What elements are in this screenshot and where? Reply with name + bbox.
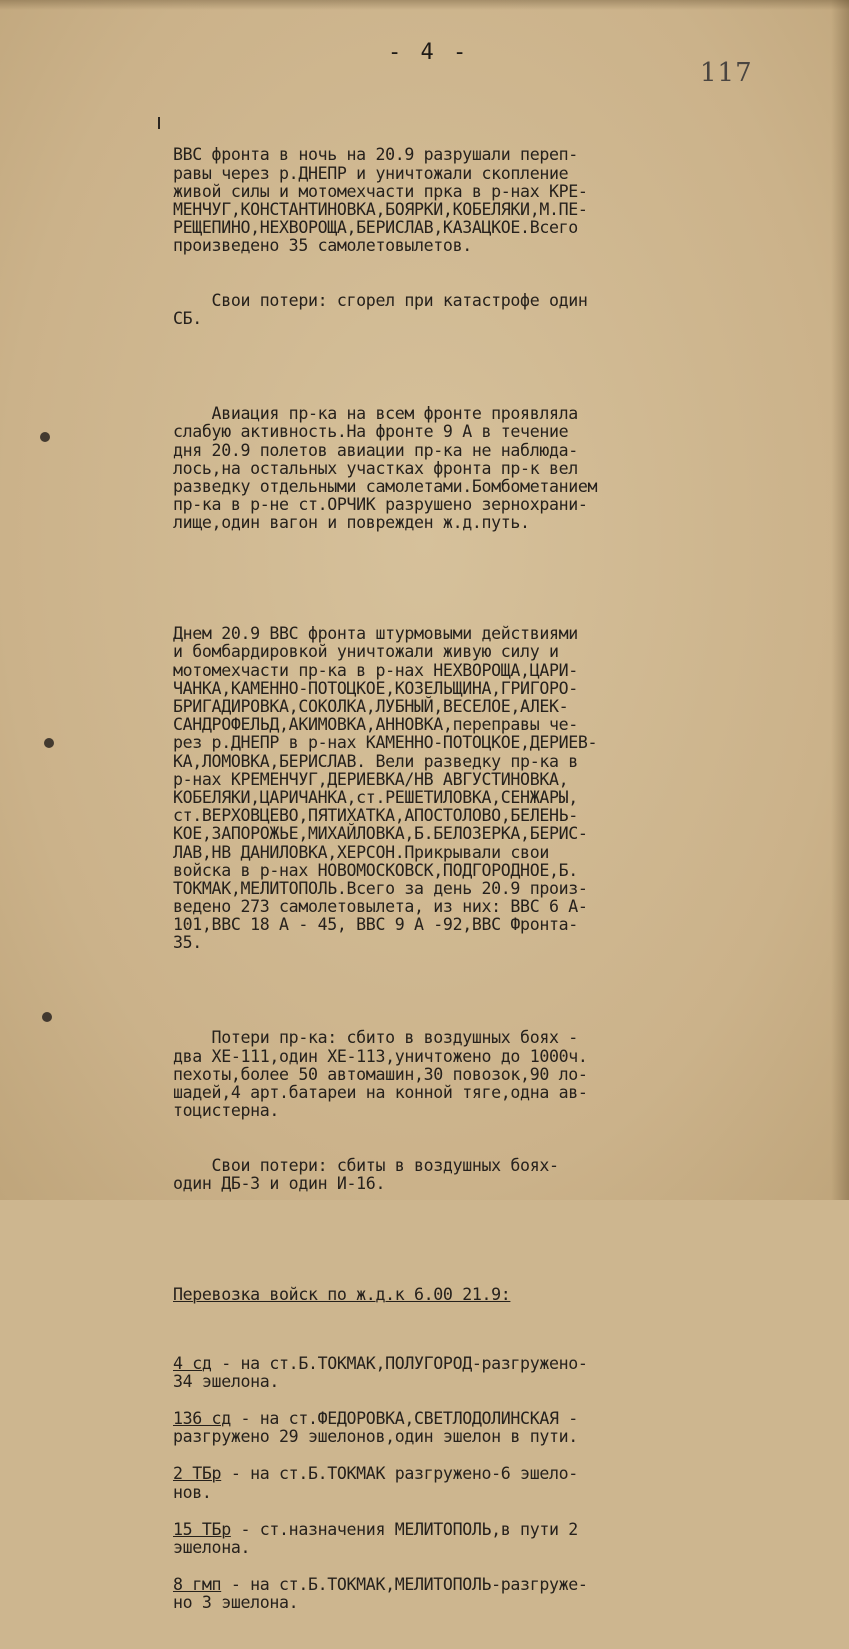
text-line: тоцистерна. (173, 1101, 280, 1121)
unit-designation: 4 сд (173, 1353, 212, 1373)
paragraph-enemy-losses (173, 1029, 673, 1120)
text-line: МЕНЧУГ,КОНСТАНТИНОВКА,БОЯРКИ,КОБЕЛЯКИ,М.ПЕ- (173, 199, 588, 219)
text-line: ТОКМАК,МЕЛИТОПОЛЬ.Всего за день 20.9 произ- (173, 878, 588, 898)
page-top-shadow (0, 0, 849, 10)
text-line: живой силы и мотомехчасти прка в р-нах КРЕ- (173, 181, 588, 201)
text-line (173, 1521, 673, 1539)
text-line (173, 1428, 673, 1446)
transport-entry (173, 1355, 673, 1391)
text-line: рез р.ДНЕПР в р-нах КАМЕННО-ПОТОЦКОЕ,ДЕРИЕВ- (173, 733, 598, 753)
binding-hole (40, 432, 50, 442)
page-number: - 4 - (388, 40, 470, 65)
transport-text: нов. (173, 1482, 212, 1502)
transport-text: 34 эшелона. (173, 1371, 280, 1391)
text-line: САНДРОФЕЛЬД,АКИМОВКА,АННОВКА,переправы че- (173, 715, 578, 735)
text-line: и бомбардировкой уничтожали живую силу и (173, 642, 559, 662)
text-line: разведку отдельными самолетами.Бомбометанием (173, 476, 598, 496)
troop-transport-list (173, 1341, 673, 1613)
text-line: ЧАНКА,КАМЕННО-ПОТОЦКОЕ,КОЗЕЛЬЩИНА,ГРИГОРО- (173, 678, 578, 698)
text-line: ЛАВ,НВ ДАНИЛОВКА,ХЕРСОН.Прикрывали свои (173, 842, 549, 862)
text-line: КА,ЛОМОВКА,БЕРИСЛАВ. Вели разведку пр-ка в (173, 751, 578, 771)
text-line: 101,ВВС 18 А - 45, ВВС 9 А -92,ВВС Фронта- (173, 915, 578, 935)
transport-entry (173, 1576, 673, 1612)
text-line: шадей,4 арт.батареи на конной тяге,одна ав- (173, 1083, 588, 1102)
document-body (173, 110, 673, 1649)
transport-text: но 3 эшелона. (173, 1593, 299, 1613)
text-line: БРИГАДИРОВКА,СОКОЛКА,ЛУБНЫЙ,ВЕСЕЛОЕ,АЛЕК- (173, 697, 569, 716)
text-line: Свои потери: сбиты в воздушных боях- (173, 1155, 559, 1175)
text-line: 35. (173, 933, 202, 953)
binding-hole (44, 738, 54, 748)
paragraph-enemy-aviation (173, 405, 673, 532)
transport-entry (173, 1465, 673, 1501)
text-line: два ХЕ-111,один ХЕ-113,уничтожено до 1000ч. (173, 1046, 588, 1066)
transport-text: - на ст.Б.ТОКМАК разгружено-6 эшело- (221, 1464, 578, 1484)
paragraph-own-losses-day (173, 1157, 673, 1193)
text-line: ВВС фронта в ночь на 20.9 разрушали переп- (173, 145, 578, 165)
text-line: один ДБ-3 и один И-16. (173, 1173, 386, 1193)
transport-text: - на ст.Б.ТОКМАК,ПОЛУГОРОД-разгружено- (211, 1353, 588, 1373)
text-line (173, 1355, 673, 1373)
text-line: мотомехчасти пр-ка в р-нах НЕХВОРОЩА,ЦАРИ- (173, 660, 578, 680)
text-line: КОБЕЛЯКИ,ЦАРИЧАНКА,ст.РЕШЕТИЛОВКА,СЕНЖАРЫ, (173, 787, 578, 807)
troop-transport-heading: Перевозка войск по ж.д.к 6.00 21.9: (173, 1284, 511, 1304)
paragraph-air-force-night (173, 146, 673, 255)
text-line: РЕЩЕПИНО,НЕХВОРОЩА,БЕРИСЛАВ,КАЗАЦКОЕ.Всего (173, 218, 578, 238)
unit-designation: 15 ТБр (173, 1519, 231, 1539)
text-line (173, 1594, 673, 1612)
text-line: Свои потери: сгорел при катастрофе один (173, 290, 588, 310)
text-line: равы через р.ДНЕПР и уничтожали скопление (173, 163, 569, 183)
text-line: КОЕ,ЗАПОРОЖЬЕ,МИХАЙЛОВКА,Б.БЕЛОЗЕРКА,БЕРИС- (173, 824, 588, 844)
transport-text: разгружено 29 эшелонов,один эшелон в пути. (173, 1427, 578, 1447)
text-line (173, 1484, 673, 1502)
paragraph-own-losses-night (173, 292, 673, 328)
transport-text: - на ст.Б.ТОКМАК,МЕЛИТОПОЛЬ-разгруже- (221, 1575, 588, 1595)
transport-text: - ст.назначения МЕЛИТОПОЛЬ,в пути 2 (230, 1519, 578, 1539)
text-line: ст.ВЕРХОВЦЕВО,ПЯТИХАТКА,АПОСТОЛОВО,БЕЛЕНЬ- (173, 806, 578, 826)
text-line: СБ. (173, 309, 202, 329)
text-line: слабую активность.На фронте 9 А в течение (173, 422, 569, 442)
text-line: лище,один вагон и поврежден ж.д.путь. (173, 513, 530, 533)
transport-entry (173, 1410, 673, 1446)
transport-entry (173, 1521, 673, 1557)
text-line: пехоты,более 50 автомашин,30 повозок,90 ло- (173, 1064, 588, 1084)
page-edge-shadow (831, 0, 849, 1200)
binding-hole (42, 1012, 52, 1022)
unit-designation: 8 гмп (173, 1575, 222, 1595)
transport-text: - на ст.ФЕДОРОВКА,СВЕТЛОДОЛИНСКАЯ - (230, 1408, 578, 1428)
paragraph-air-force-day (173, 625, 673, 952)
text-line: р-нах КРЕМЕНЧУГ,ДЕРИЕВКА/НВ АВГУСТИНОВКА, (173, 769, 569, 789)
text-line: пр-ка в р-не ст.ОРЧИК разрушено зернохрани- (173, 495, 588, 515)
unit-designation: 2 ТБр (173, 1464, 222, 1484)
text-line: Потери пр-ка: сбито в воздушных боях - (173, 1028, 578, 1048)
unit-designation: 136 сд (173, 1408, 231, 1428)
text-line (173, 1576, 673, 1594)
text-line (173, 1410, 673, 1428)
text-line: Днем 20.9 ВВС фронта штурмовыми действиями (173, 624, 578, 644)
transport-text: эшелона. (173, 1537, 251, 1557)
archive-folio-number: 117 (700, 58, 753, 88)
text-line: Авиация пр-ка на всем фронте проявляла (173, 404, 578, 424)
text-line: войска в р-нах НОВОМОСКОВСК,ПОДГОРОДНОЕ,Б. (173, 860, 578, 880)
text-line (173, 1373, 673, 1391)
text-line: лось,на остальных участках фронта пр-к вел (173, 458, 578, 478)
margin-mark (158, 117, 160, 129)
text-line: ведено 273 самолетовылета, из них: ВВС 6 А- (173, 897, 588, 917)
text-line: произведено 35 самолетовылетов. (173, 236, 472, 256)
text-line: дня 20.9 полетов авиации пр-ка не наблюда- (173, 440, 578, 460)
text-line (173, 1465, 673, 1483)
text-line (173, 1539, 673, 1557)
